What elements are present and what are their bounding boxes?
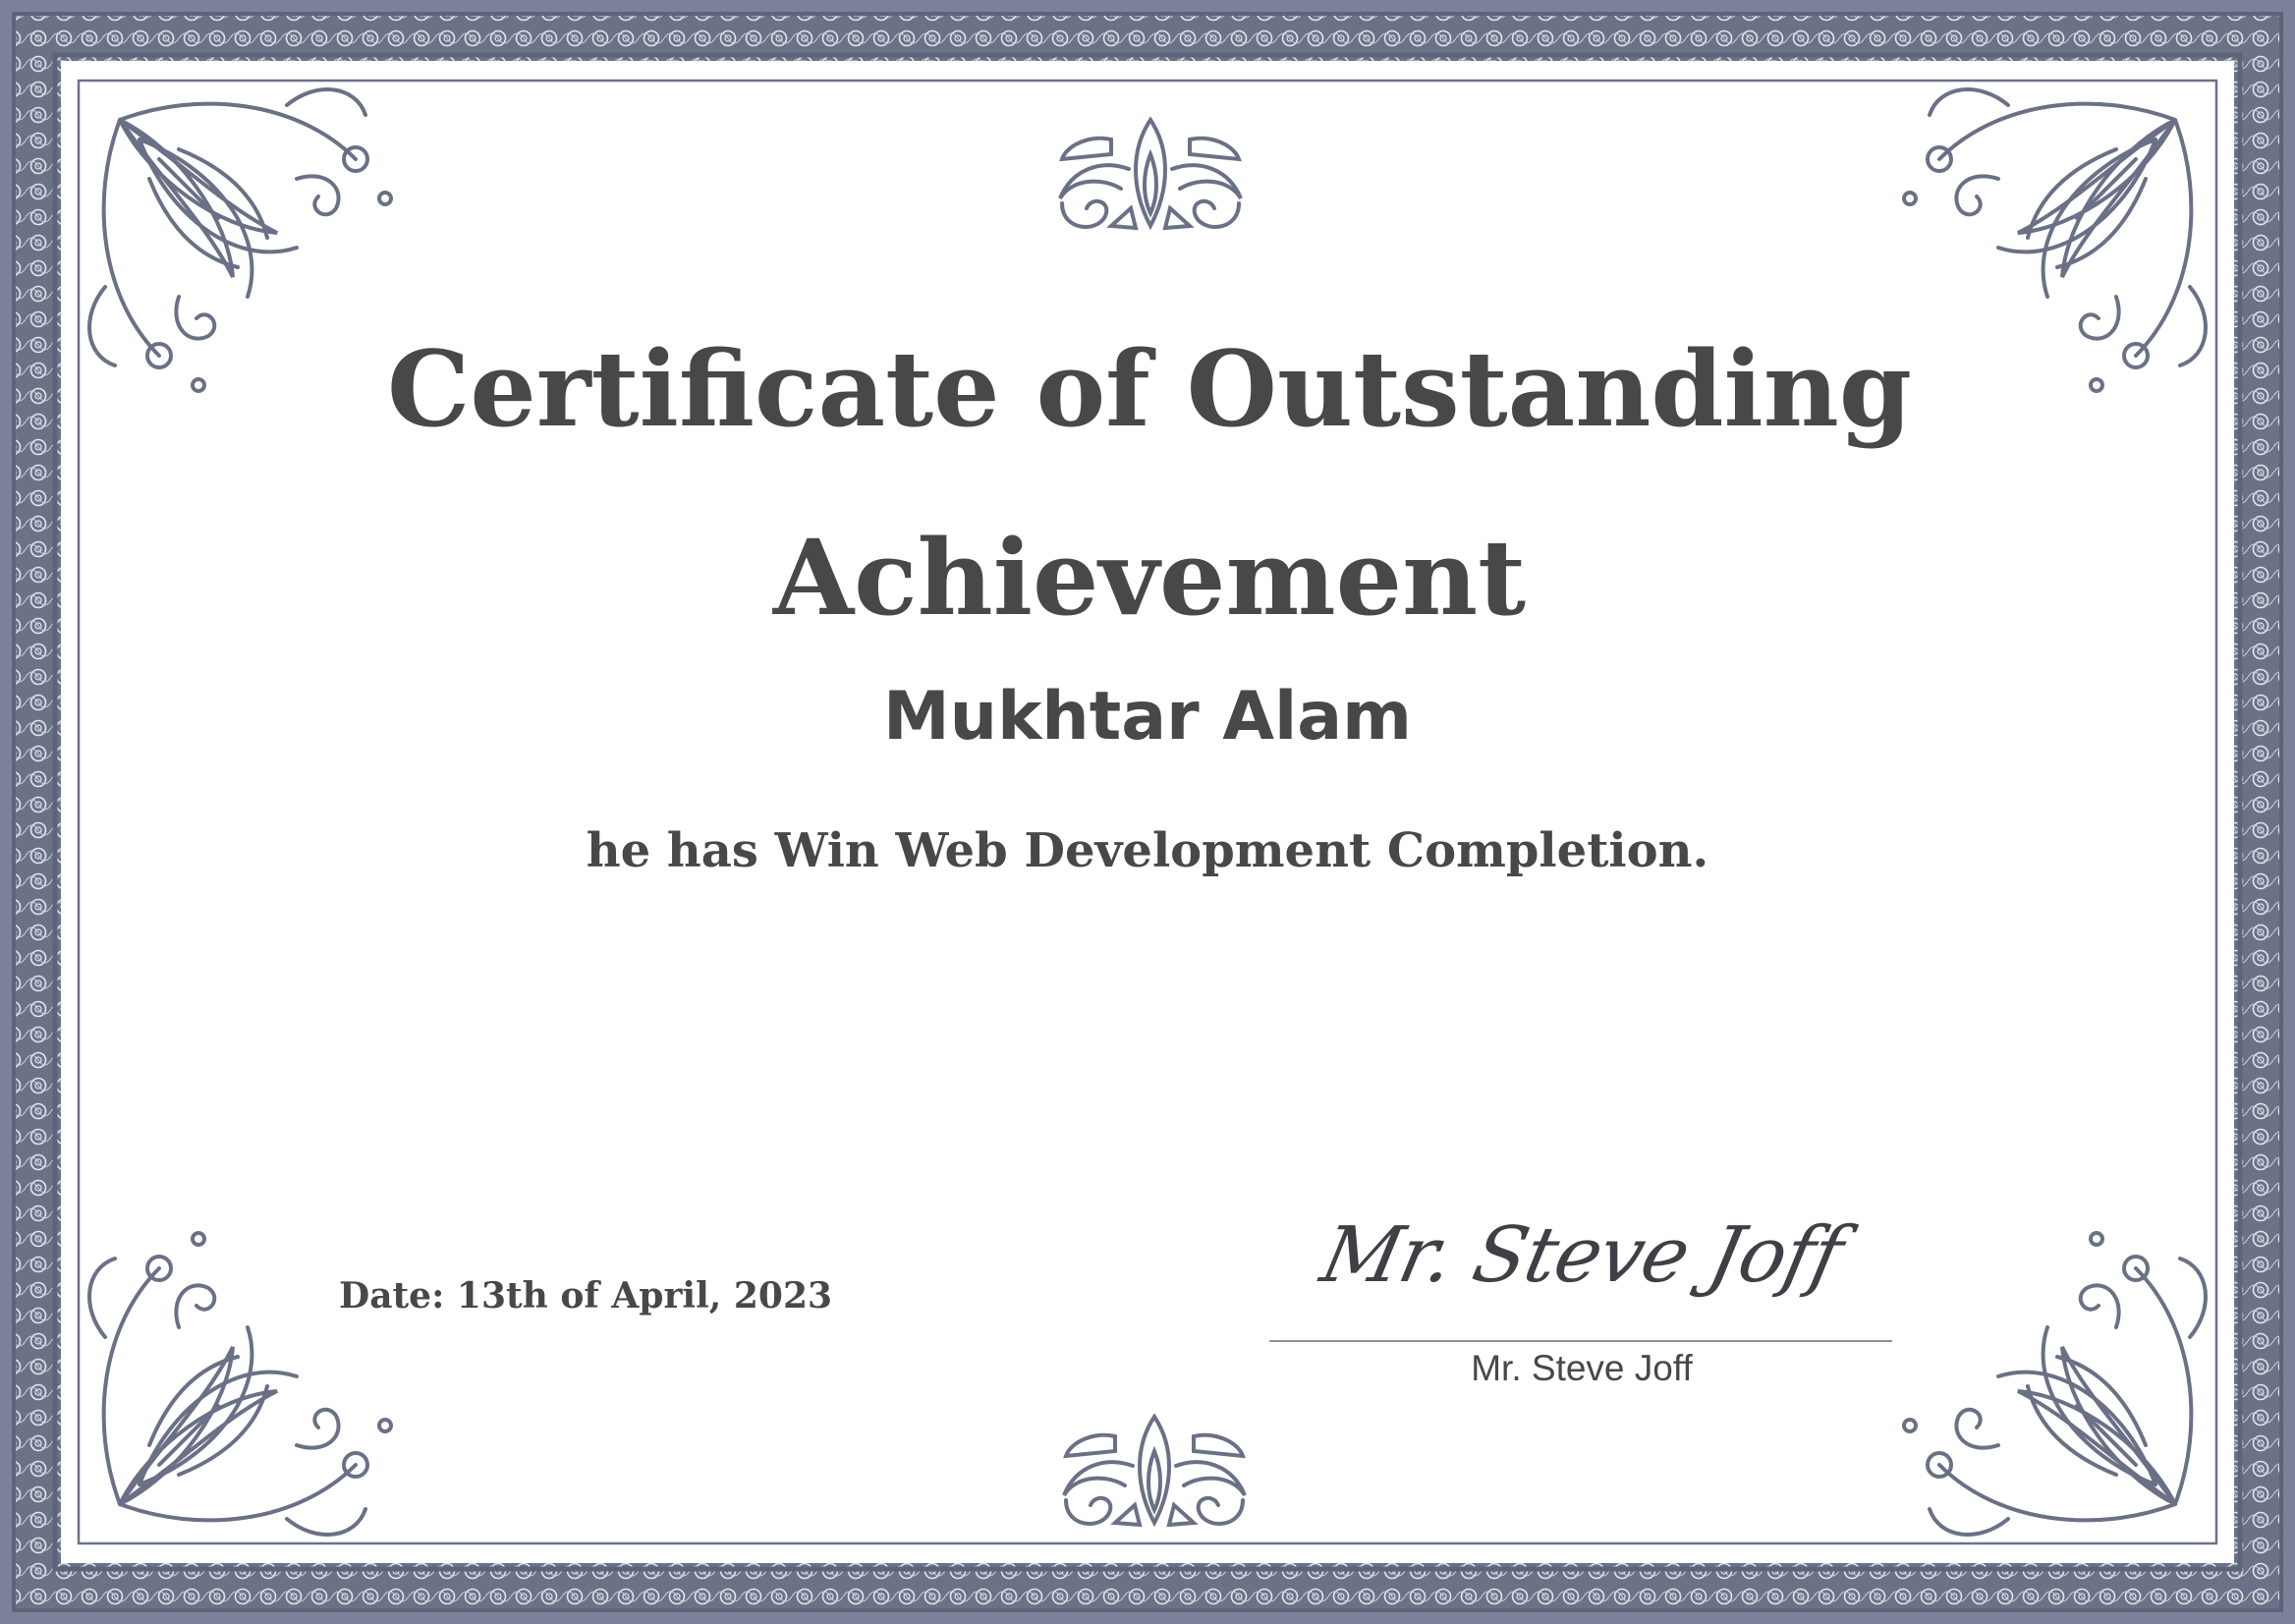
floral-corner-ornament-icon	[61, 1209, 395, 1563]
floral-motif-icon	[1056, 1407, 1253, 1535]
floral-motif-icon	[1052, 110, 1249, 238]
floral-corner-ornament-icon	[1900, 1209, 2234, 1563]
recipient-name: Mukhtar Alam	[883, 678, 1412, 756]
achievement-statement: he has Win Web Development Completion.	[586, 823, 1709, 878]
handwritten-signature: Mr. Steve Joff	[1314, 1211, 1850, 1300]
issue-date: Date: 13th of April, 2023	[339, 1275, 833, 1316]
signature-line	[1269, 1340, 1892, 1342]
certificate-title: Certificate of Outstanding Achievement	[386, 327, 1912, 639]
signer-name: Mr. Steve Joff	[1471, 1348, 1693, 1388]
